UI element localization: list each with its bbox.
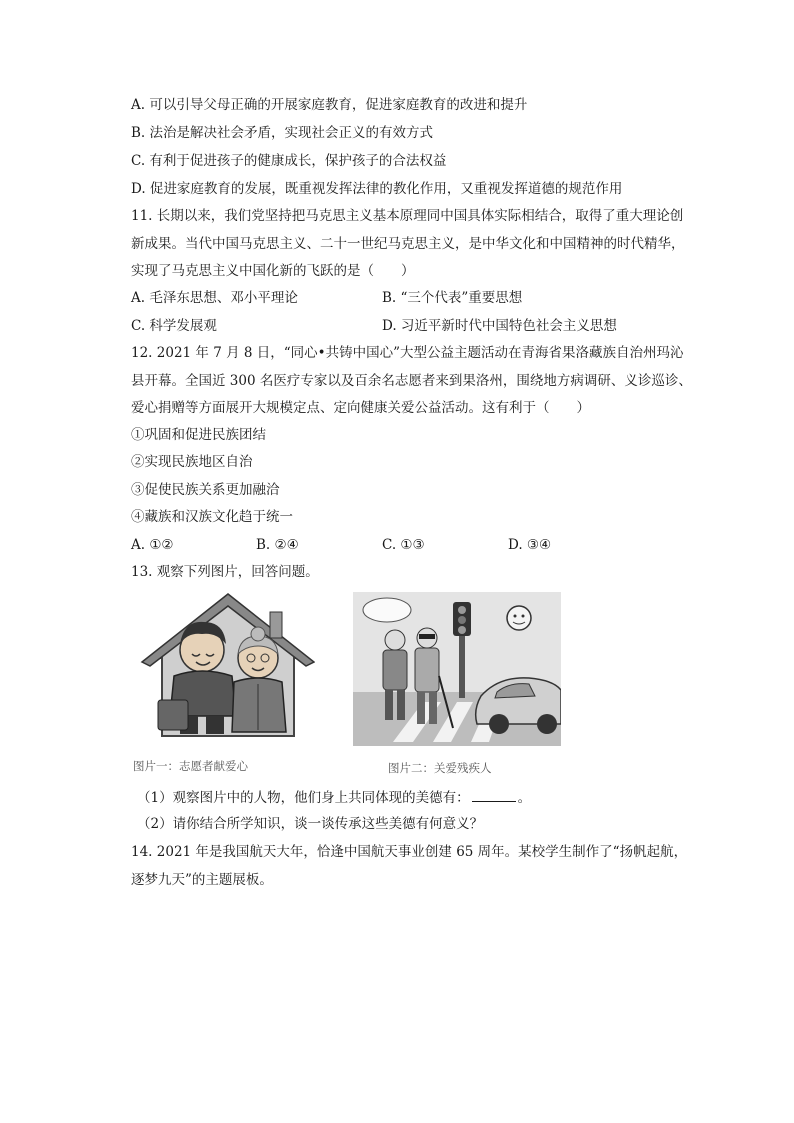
- q12-option-a: A. ①②: [131, 537, 174, 553]
- q13-sub-question-2: （2）请你结合所学知识，谈一谈传承这些美德有何意义？: [137, 816, 484, 832]
- picture-2-caption: 图片二：关爱残疾人: [388, 761, 492, 775]
- q12-statement-3: ③促使民族关系更加融洽: [131, 482, 280, 498]
- q11-option-a: A. 毛泽东思想、邓小平理论: [131, 290, 298, 306]
- q11-option-d: D. 习近平新时代中国特色社会主义思想: [382, 318, 617, 334]
- q13-sub-question-1: [137, 788, 531, 807]
- answer-blank[interactable]: [472, 788, 516, 802]
- q12-option-b: B. ②④: [256, 537, 299, 553]
- q13-stem: 13. 观察下列图片，回答问题。: [131, 564, 319, 580]
- q13-sub1-text: （1）观察图片中的人物，他们身上共同体现的美德有：: [137, 790, 470, 806]
- q12-statement-1: ①巩固和促进民族团结: [131, 427, 266, 443]
- q10-option-a: A. 可以引导父母正确的开展家庭教育，促进家庭教育的改进和提升: [131, 97, 528, 113]
- q12-statement-4: ④藏族和汉族文化趋于统一: [131, 509, 293, 525]
- q12-stem-line2: 县开幕。全国近 300 名医疗专家以及百余名志愿者来到果洛州，围绕地方病调研、义诊巡诊、: [131, 373, 692, 389]
- q11-option-b: B. “三个代表”重要思想: [382, 290, 523, 306]
- q10-option-d: D. 促进家庭教育的发展，既重视发挥法律的教化作用，又重视发挥道德的规范作用: [131, 181, 623, 197]
- q10-option-b: B. 法治是解决社会矛盾，实现社会正义的有效方式: [131, 125, 434, 141]
- q12-statement-2: ②实现民族地区自治: [131, 454, 253, 470]
- q10-option-c: C. 有利于促进孩子的健康成长，保护孩子的合法权益: [131, 153, 447, 169]
- q13-sub1-end: 。: [517, 790, 532, 806]
- q14-stem-line2: 逐梦九天”的主题展板。: [131, 872, 273, 888]
- picture-1-caption: 图片一：志愿者献爱心: [133, 759, 248, 773]
- q14-stem-line1: 14. 2021 年是我国航天大年，恰逢中国航天事业创建 65 周年。某校学生制作了“扬帆起航，: [131, 844, 688, 860]
- picture-volunteer-illustration: [140, 588, 315, 740]
- q12-option-c: C. ①③: [382, 537, 425, 553]
- q11-stem-line3: 实现了马克思主义中国化新的飞跃的是（ ）: [131, 263, 415, 279]
- q12-option-d: D. ③④: [508, 537, 552, 553]
- q12-stem-line1: 12. 2021 年 7 月 8 日，“同心•共铸中国心”大型公益主题活动在青海省果洛藏族自治州玛沁: [131, 345, 684, 361]
- picture-disabled-care-illustration: [353, 592, 561, 746]
- q12-stem-line3: 爱心捐赠等方面展开大规模定点、定向健康关爱公益活动。这有利于（ ）: [131, 400, 590, 416]
- q11-option-c: C. 科学发展观: [131, 318, 217, 334]
- q11-stem-line2: 新成果。当代中国马克思主义、二十一世纪马克思主义，是中华文化和中国精神的时代精华，: [131, 236, 685, 252]
- q11-stem-line1: 11. 长期以来，我们党坚持把马克思主义基本原理同中国具体实际相结合，取得了重大理论创: [131, 208, 684, 224]
